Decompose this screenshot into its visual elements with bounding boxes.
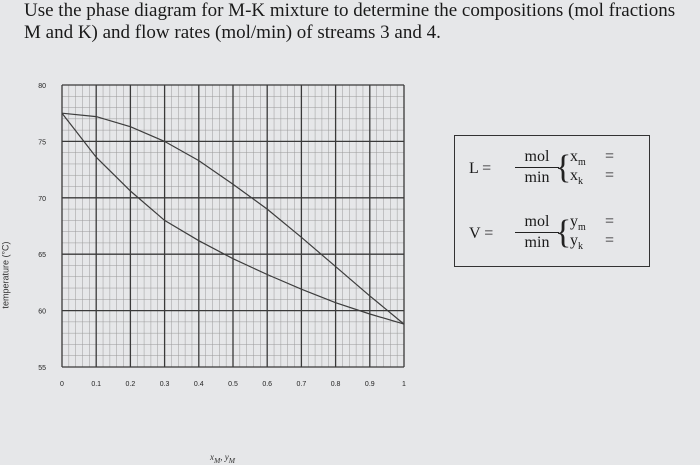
vapor-stream-row xyxy=(455,209,651,259)
V-units: mol min xyxy=(515,213,559,252)
y-tick-label: 55 xyxy=(38,365,46,372)
xm-equals: = xyxy=(605,148,615,165)
answer-box xyxy=(454,135,650,267)
x-tick-label: 0.8 xyxy=(330,381,341,388)
y-tick-label: 65 xyxy=(38,252,46,260)
ym-equals: = xyxy=(605,213,615,230)
x-tick-label: 0.2 xyxy=(125,381,136,388)
x-tick-label: 0.9 xyxy=(364,381,375,388)
L-units: mol min xyxy=(515,148,559,187)
y-tick-label: 75 xyxy=(38,139,46,147)
tick-labels xyxy=(38,83,406,388)
y-tick-label: 70 xyxy=(38,195,46,203)
y-axis-label: temperature (°C) xyxy=(0,241,11,309)
major-grid xyxy=(62,85,404,367)
problem-line-1: Use the phase diagram for M-K mixture to determine the compositions (mol fractions xyxy=(24,0,676,21)
y-tick-label: 80 xyxy=(38,83,46,90)
x-tick-label: 0.7 xyxy=(296,381,307,388)
xm-label: $x_m$ xyxy=(570,148,586,169)
x-tick-label: 1 xyxy=(402,381,406,388)
problem-line-2: M and K) and flow rates (mol/min) of streams 3 and 4. xyxy=(24,22,441,43)
phase-diagram-plot xyxy=(0,60,430,443)
L-brace: { xyxy=(555,149,572,186)
x-axis-label: $x_M$, $y_M$ xyxy=(210,452,235,465)
liquid-stream-row xyxy=(455,144,651,194)
yk-label: $y_k$ xyxy=(570,232,583,253)
x-tick-label: 0.5 xyxy=(228,381,238,388)
xk-equals: = xyxy=(605,167,615,184)
xk-label: $x_k$ xyxy=(570,167,583,188)
V-label: V = xyxy=(469,225,494,242)
x-tick-label: 0 xyxy=(60,381,64,388)
ym-label: $y_m$ xyxy=(570,213,586,234)
V-brace: { xyxy=(555,214,572,251)
phase-diagram xyxy=(0,60,430,465)
x-tick-label: 0.4 xyxy=(193,381,204,388)
problem-statement xyxy=(24,0,694,44)
x-tick-label: 0.6 xyxy=(262,381,273,388)
L-label: L = xyxy=(469,160,492,177)
y-tick-label: 60 xyxy=(38,308,46,316)
yk-equals: = xyxy=(605,232,615,249)
x-tick-label: 0.1 xyxy=(91,381,102,388)
x-tick-label: 0.3 xyxy=(159,381,170,388)
